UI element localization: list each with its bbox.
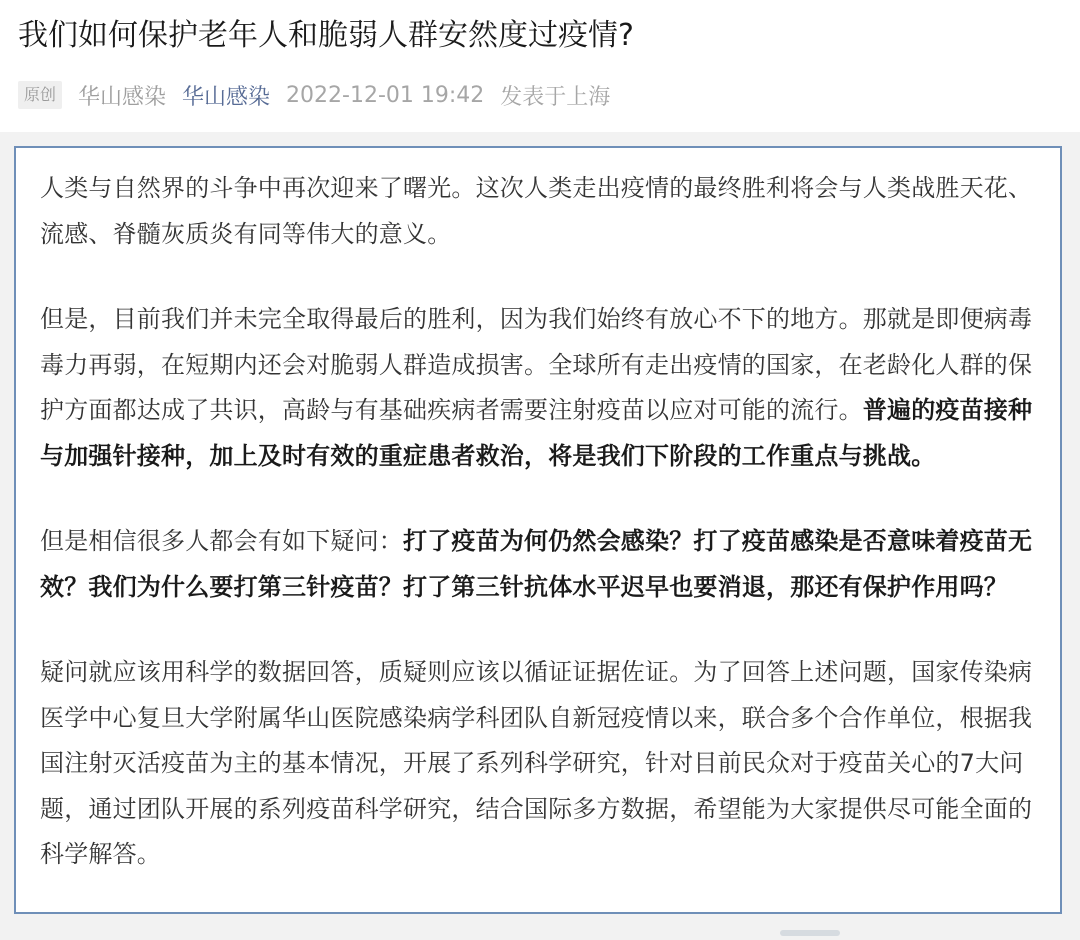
publish-location: 发表于上海 (500, 84, 611, 110)
paragraph-text: 人类与自然界的斗争中再次迎来了曙光。这次人类走出疫情的最终胜利将会与人类战胜天花、流感、脊髓灰质炎有同等伟大的意义。 (40, 174, 1033, 248)
paragraph-text: 疑问就应该用科学的数据回答，质疑则应该以循证证据佐证。为了回答上述问题，国家传染病医学中心复旦大学附属华山医院感染病学科团队自新冠疫情以来，联合多个合作单位，根据我国注射灭活疫苗为主的基本情况，开展了系列科学研究，针对目前民众对于疫苗关心的7大问题，通过团队开展的系列疫苗科学研究，结合国际多方数据，希望能为大家提供尽可能全面的科学解答。 (40, 658, 1033, 868)
paragraph-text: 但是相信很多人都会有如下疑问： (40, 527, 403, 555)
account-link[interactable]: 华山感染 (182, 84, 271, 110)
article-content (14, 146, 1062, 914)
paragraph-text: 但是，目前我们并未完全取得最后的胜利，因为我们始终有放心不下的地方。那就是即便病毒毒力再弱，在短期内还会对脆弱人群造成损害。全球所有走出疫情的国家，在老龄化人群的保护方面都达成了共识，高龄与有基础疾病者需要注射疫苗以应对可能的流行。 (40, 305, 1033, 424)
paragraph-2 (40, 297, 1040, 479)
scroll-indicator (780, 930, 840, 936)
article-meta (18, 78, 610, 112)
paragraph-4 (40, 650, 1040, 878)
paragraph-bold: 普遍的疫苗接种与加强针接种，加上及时有效的重症患者救治，将是我们下阶段的工作重点与挑战。 (40, 396, 1033, 470)
paragraph-1 (40, 166, 1040, 257)
article-header (0, 0, 1080, 132)
original-badge: 原创 (18, 81, 62, 109)
author-name: 华山感染 (78, 84, 167, 110)
article-title: 我们如何保护老年人和脆弱人群安然度过疫情? (18, 18, 634, 53)
paragraph-bold: 打了疫苗为何仍然会感染？打了疫苗感染是否意味着疫苗无效？我们为什么要打第三针疫苗？打了第三针抗体水平迟早也要消退，那还有保护作用吗？ (40, 527, 1033, 601)
publish-date: 2022-12-01 19:42 (286, 82, 485, 108)
paragraph-3 (40, 519, 1040, 610)
